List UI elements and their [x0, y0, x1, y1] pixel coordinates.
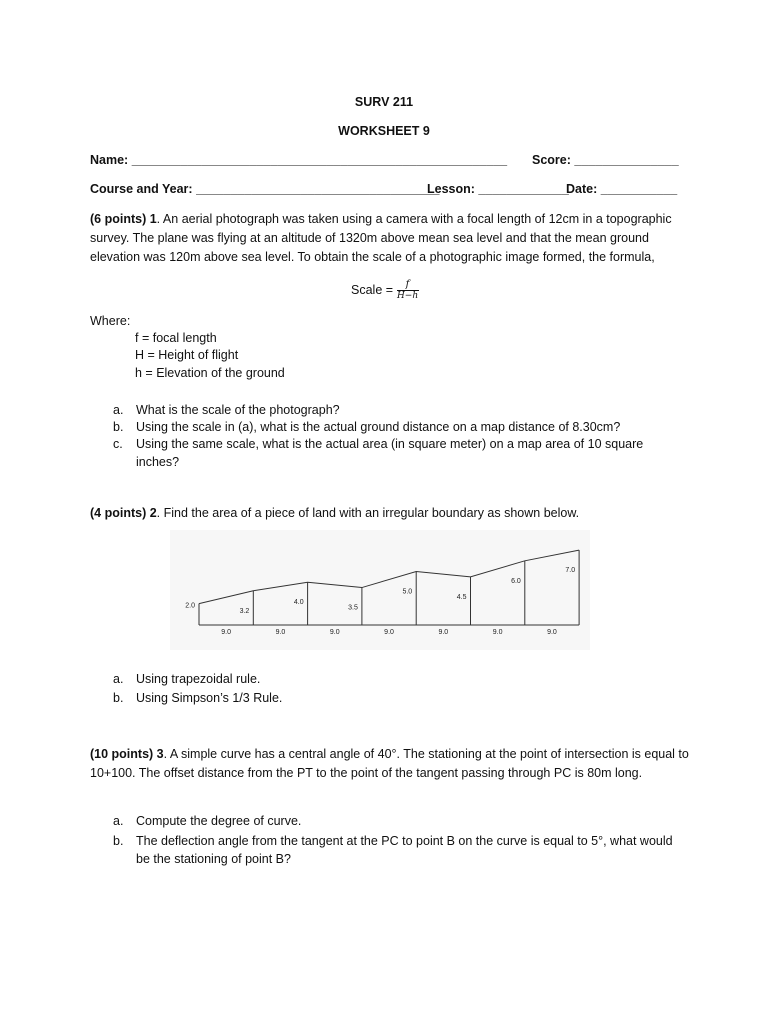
interval-label: 9.0 [547, 629, 557, 636]
item-text: The deflection angle from the tangent at the PC to point B on the curve is equal to 5°, what would be the stationing of point B? [136, 834, 673, 866]
item-text: Using the same scale, what is the actual area (in square meter) on a map area of 10 square inches? [136, 437, 644, 469]
offset-label: 4.0 [293, 599, 304, 607]
item-marker: c. [113, 437, 123, 451]
definition-height-of-flight: H = Height of flight [135, 348, 239, 362]
formula-label: Scale = [351, 282, 394, 297]
offset-label: 3.5 [348, 604, 358, 612]
score-label: Score: [532, 153, 571, 167]
lesson-label: Lesson: [427, 182, 475, 196]
scale-formula [351, 279, 419, 302]
worksheet-title: WORKSHEET 9 [338, 124, 430, 138]
lesson-row [427, 182, 569, 196]
offset-label: 5.0 [402, 588, 413, 596]
item-marker: a. [113, 814, 124, 828]
course-label: Course and Year: [90, 182, 193, 196]
item-marker: a. [113, 403, 124, 417]
item-text: Using trapezoidal rule. [136, 672, 261, 686]
name-blank[interactable]: ______________________________________________________ [131, 153, 508, 167]
score-row [532, 153, 679, 167]
item-marker: b. [113, 834, 124, 848]
definition-focal-length: f = focal length [135, 331, 217, 345]
question-3 [90, 745, 690, 783]
item-text: Using Simpson’s 1/3 Rule. [136, 691, 283, 705]
item-marker: b. [113, 691, 124, 705]
irregular-boundary-figure [170, 530, 590, 650]
interval-label: 9.0 [329, 629, 340, 636]
lesson-blank[interactable]: _____________ [478, 182, 569, 196]
question-2 [90, 504, 690, 523]
offset-label: 4.5 [456, 593, 467, 601]
figure-background [170, 530, 590, 650]
course-code: SURV 211 [354, 95, 414, 109]
interval-label: 9.0 [221, 629, 232, 636]
interval-label: 9.0 [384, 629, 394, 636]
definition-ground-elevation: h = Elevation of the ground [135, 366, 285, 380]
offset-label: 2.0 [185, 602, 195, 610]
item-marker: a. [113, 672, 124, 686]
question-1-text: . An aerial photograph was taken using a camera with a focal length of 12cm in a topographic survey. The plane was flying at an altitude of 1320m above mean sea level and that the mean ground elevation was 120m above sea level. To obtain the scale of a photographic image formed, the formula, [90, 212, 672, 264]
item-text: What is the scale of the photograph? [136, 403, 340, 417]
interval-label: 9.0 [492, 629, 503, 636]
interval-label: 9.0 [438, 629, 449, 636]
interval-label: 9.0 [275, 629, 286, 636]
formula-numerator: f [405, 279, 410, 290]
score-blank[interactable]: _______________ [574, 153, 679, 167]
question-3-points: (10 points) 3 [90, 747, 164, 761]
name-label: Name: [90, 153, 129, 167]
question-2-points: (4 points) 2 [90, 506, 157, 520]
date-label: Date: [566, 182, 598, 196]
offset-label: 6.0 [511, 577, 521, 585]
formula-denominator: H−h [396, 291, 419, 301]
where-label: Where: [90, 314, 131, 328]
item-text: Using the scale in (a), what is the actual ground distance on a map distance of 8.30cm? [136, 420, 621, 434]
question-1 [90, 210, 690, 267]
formula-fraction [397, 279, 419, 302]
date-blank[interactable]: ___________ [600, 182, 678, 196]
offset-label: 7.0 [565, 567, 576, 575]
date-row [566, 182, 677, 196]
course-blank[interactable]: ___________________________________ [196, 182, 440, 196]
question-3-text: . A simple curve has a central angle of 40°. The stationing at the point of intersection is equal to 10+100. The offset distance from the PT to the point of the tangent passing through PC is 80m long. [90, 747, 689, 780]
item-marker: b. [113, 420, 124, 434]
name-row [90, 153, 507, 167]
item-text: Compute the degree of curve. [136, 814, 302, 828]
question-1-points: (6 points) 1 [90, 212, 157, 226]
offset-label: 3.2 [239, 607, 250, 615]
course-row [90, 182, 439, 196]
question-2-text: . Find the area of a piece of land with an irregular boundary as shown below. [156, 506, 580, 520]
